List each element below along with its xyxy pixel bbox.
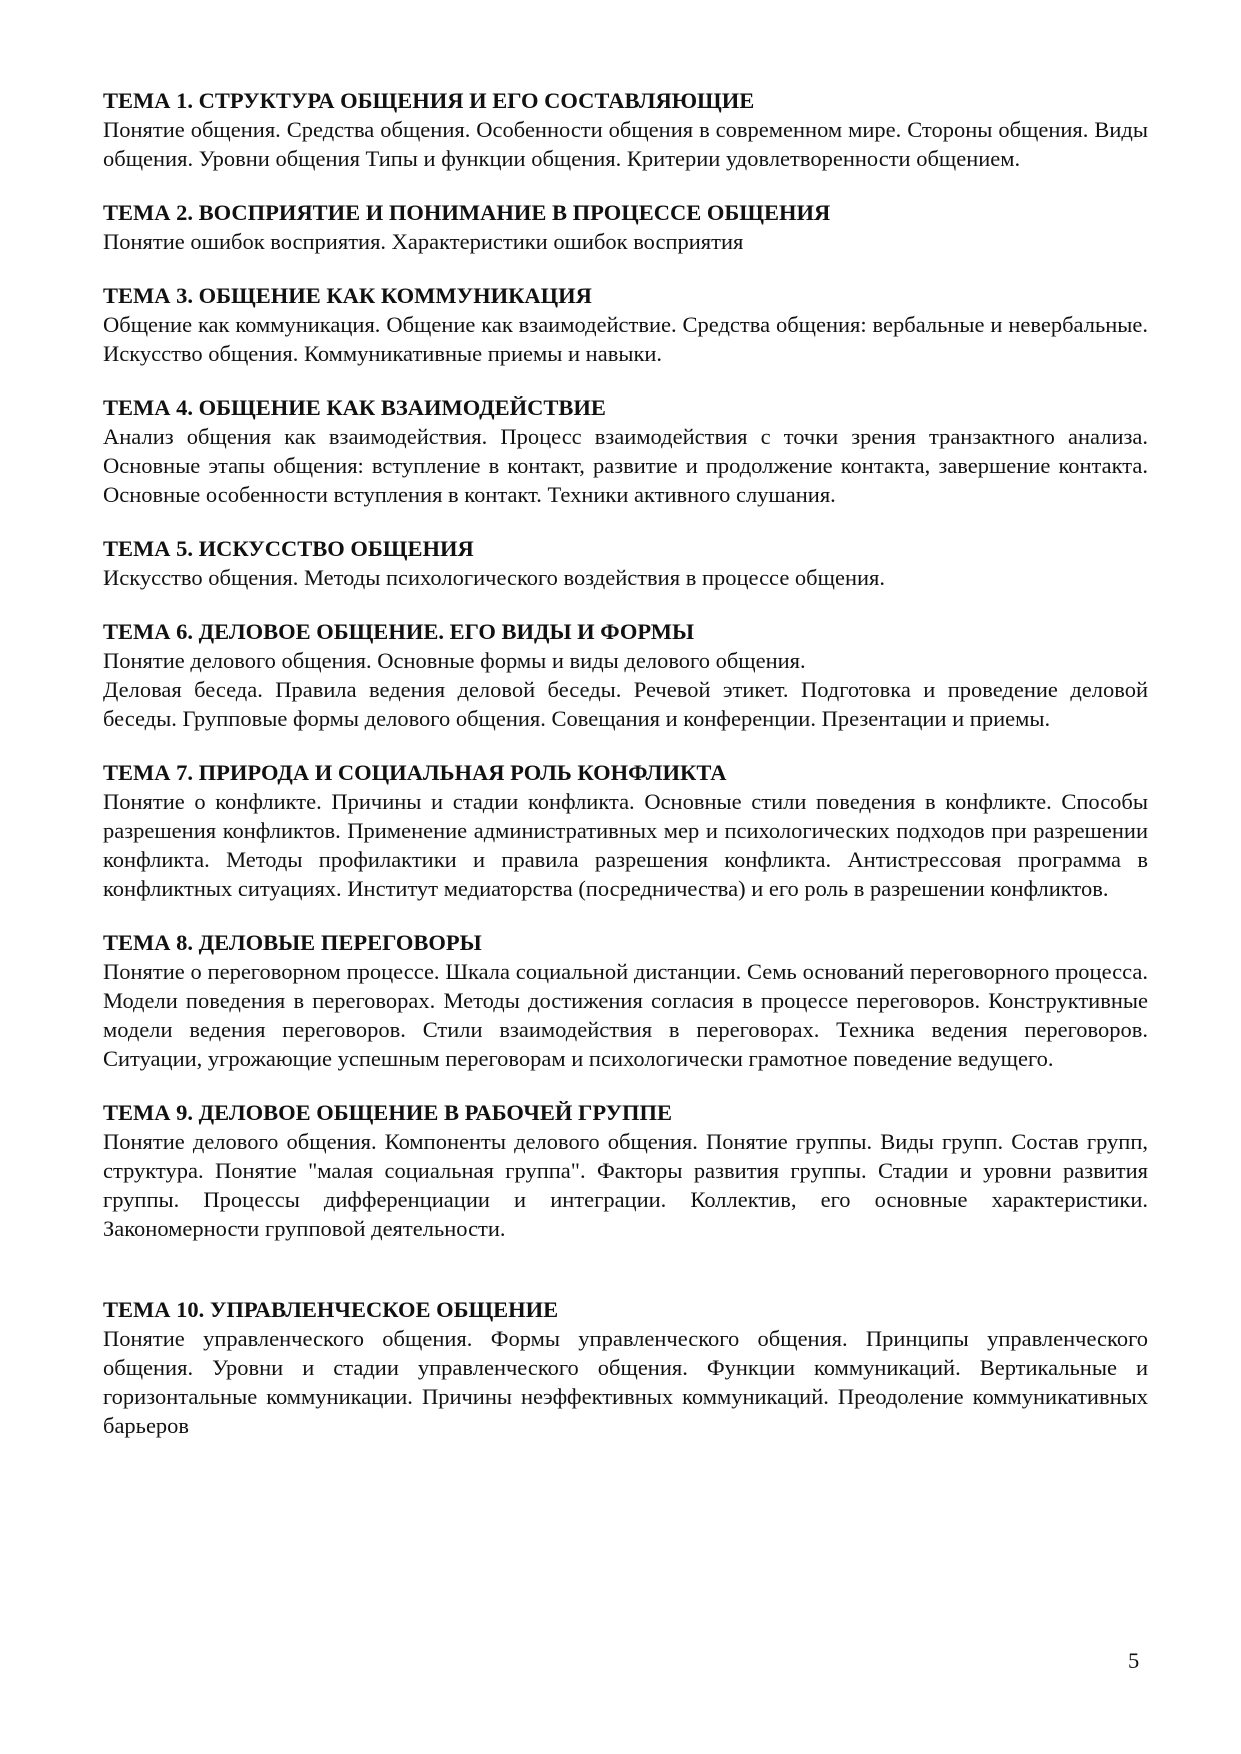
topic-title: ТЕМА 2. ВОСПРИЯТИЕ И ПОНИМАНИЕ В ПРОЦЕССЕ ОБЩЕНИЯ	[103, 200, 831, 225]
topic-paragraph: Анализ общения как взаимодействия. Процесс взаимодействия с точки зрения транзактного анализа. Основные этапы общения: вступление в контакт, развитие и продолжение контакта, завершение контакта. Основные особенности вступления в контакт. Техники активного слушания.	[103, 424, 1148, 507]
topic-5	[103, 534, 1148, 592]
topic-title: ТЕМА 6. ДЕЛОВОЕ ОБЩЕНИЕ. ЕГО ВИДЫ И ФОРМЫ	[103, 619, 695, 644]
topic-6	[103, 617, 1148, 733]
topic-title: ТЕМА 8. ДЕЛОВЫЕ ПЕРЕГОВОРЫ	[103, 930, 482, 955]
topic-paragraph: Общение как коммуникация. Общение как взаимодействие. Средства общения: вербальные и невербальные. Искусство общения. Коммуникативные приемы и навыки.	[103, 312, 1148, 366]
section-gap	[103, 368, 1148, 393]
topic-10	[103, 1295, 1148, 1440]
topic-title: ТЕМА 10. УПРАВЛЕНЧЕСКОЕ ОБЩЕНИЕ	[103, 1297, 559, 1322]
topic-paragraph: Понятие о переговорном процессе. Шкала социальной дистанции. Семь оснований переговорного процесса. Модели поведения в переговорах. Методы достижения согласия в процессе переговоров. Конструктивные модели ведения переговоров. Стили взаимодействия в переговорах. Техника ведения переговоров. Ситуации, угрожающие успешным переговорам и психологически грамотное поведение ведущего.	[103, 959, 1148, 1071]
topic-3	[103, 281, 1148, 368]
section-gap	[103, 1073, 1148, 1098]
topic-paragraph: Понятие делового общения. Основные формы и виды делового общения.	[103, 648, 806, 673]
section-gap	[103, 592, 1148, 617]
topic-paragraph: Понятие о конфликте. Причины и стадии конфликта. Основные стили поведения в конфликте. Способы разрешения конфликтов. Применение административных мер и психологических подходов при разрешении конфликта. Методы профилактики и правила разрешения конфликта. Антистрессовая программа в конфликтных ситуациях. Институт медиаторства (посредничества) и его роль в разрешении конфликтов.	[103, 789, 1148, 901]
topic-paragraph: Искусство общения. Методы психологического воздействия в процессе общения.	[103, 565, 885, 590]
section-gap	[103, 1243, 1148, 1295]
topic-title: ТЕМА 4. ОБЩЕНИЕ КАК ВЗАИМОДЕЙСТВИЕ	[103, 395, 606, 420]
section-gap	[103, 256, 1148, 281]
section-gap	[103, 733, 1148, 758]
topic-title: ТЕМА 9. ДЕЛОВОЕ ОБЩЕНИЕ В РАБОЧЕЙ ГРУППЕ	[103, 1100, 673, 1125]
topic-paragraph: Понятие делового общения. Компоненты делового общения. Понятие группы. Виды групп. Состав групп, структура. Понятие "малая социальная группа". Факторы развития группы. Стадии и уровни развития группы. Процессы дифференциации и интеграции. Коллектив, его основные характеристики. Закономерности групповой деятельности.	[103, 1129, 1148, 1241]
topic-title: ТЕМА 1. СТРУКТУРА ОБЩЕНИЯ И ЕГО СОСТАВЛЯЮЩИЕ	[103, 88, 755, 113]
topic-title: ТЕМА 7. ПРИРОДА И СОЦИАЛЬНАЯ РОЛЬ КОНФЛИКТА	[103, 760, 727, 785]
section-gap	[103, 509, 1148, 534]
page-number: 5	[1128, 1648, 1140, 1673]
topic-1	[103, 86, 1148, 173]
topic-paragraph: Понятие управленческого общения. Формы управленческого общения. Принципы управленческого общения. Уровни и стадии управленческого общения. Функции коммуникаций. Вертикальные и горизонтальные коммуникации. Причины неэффективных коммуникаций. Преодоление коммуникативных барьеров	[103, 1326, 1148, 1438]
topic-paragraph: Понятие ошибок восприятия. Характеристики ошибок восприятия	[103, 229, 744, 254]
topic-paragraph: Деловая беседа. Правила ведения деловой беседы. Речевой этикет. Подготовка и проведение деловой беседы. Групповые формы делового общения. Совещания и конференции. Презентации и приемы.	[103, 677, 1148, 731]
topic-paragraph: Понятие общения. Средства общения. Особенности общения в современном мире. Стороны общения. Виды общения. Уровни общения Типы и функции общения. Критерии удовлетворенности общением.	[103, 117, 1148, 171]
topic-8	[103, 928, 1148, 1073]
topic-9	[103, 1098, 1148, 1243]
section-gap	[103, 173, 1148, 198]
topic-title: ТЕМА 3. ОБЩЕНИЕ КАК КОММУНИКАЦИЯ	[103, 283, 592, 308]
topic-7	[103, 758, 1148, 903]
section-gap	[103, 903, 1148, 928]
topic-4	[103, 393, 1148, 509]
topic-2	[103, 198, 1148, 256]
topic-title: ТЕМА 5. ИСКУССТВО ОБЩЕНИЯ	[103, 536, 474, 561]
document-page	[103, 86, 1148, 1440]
